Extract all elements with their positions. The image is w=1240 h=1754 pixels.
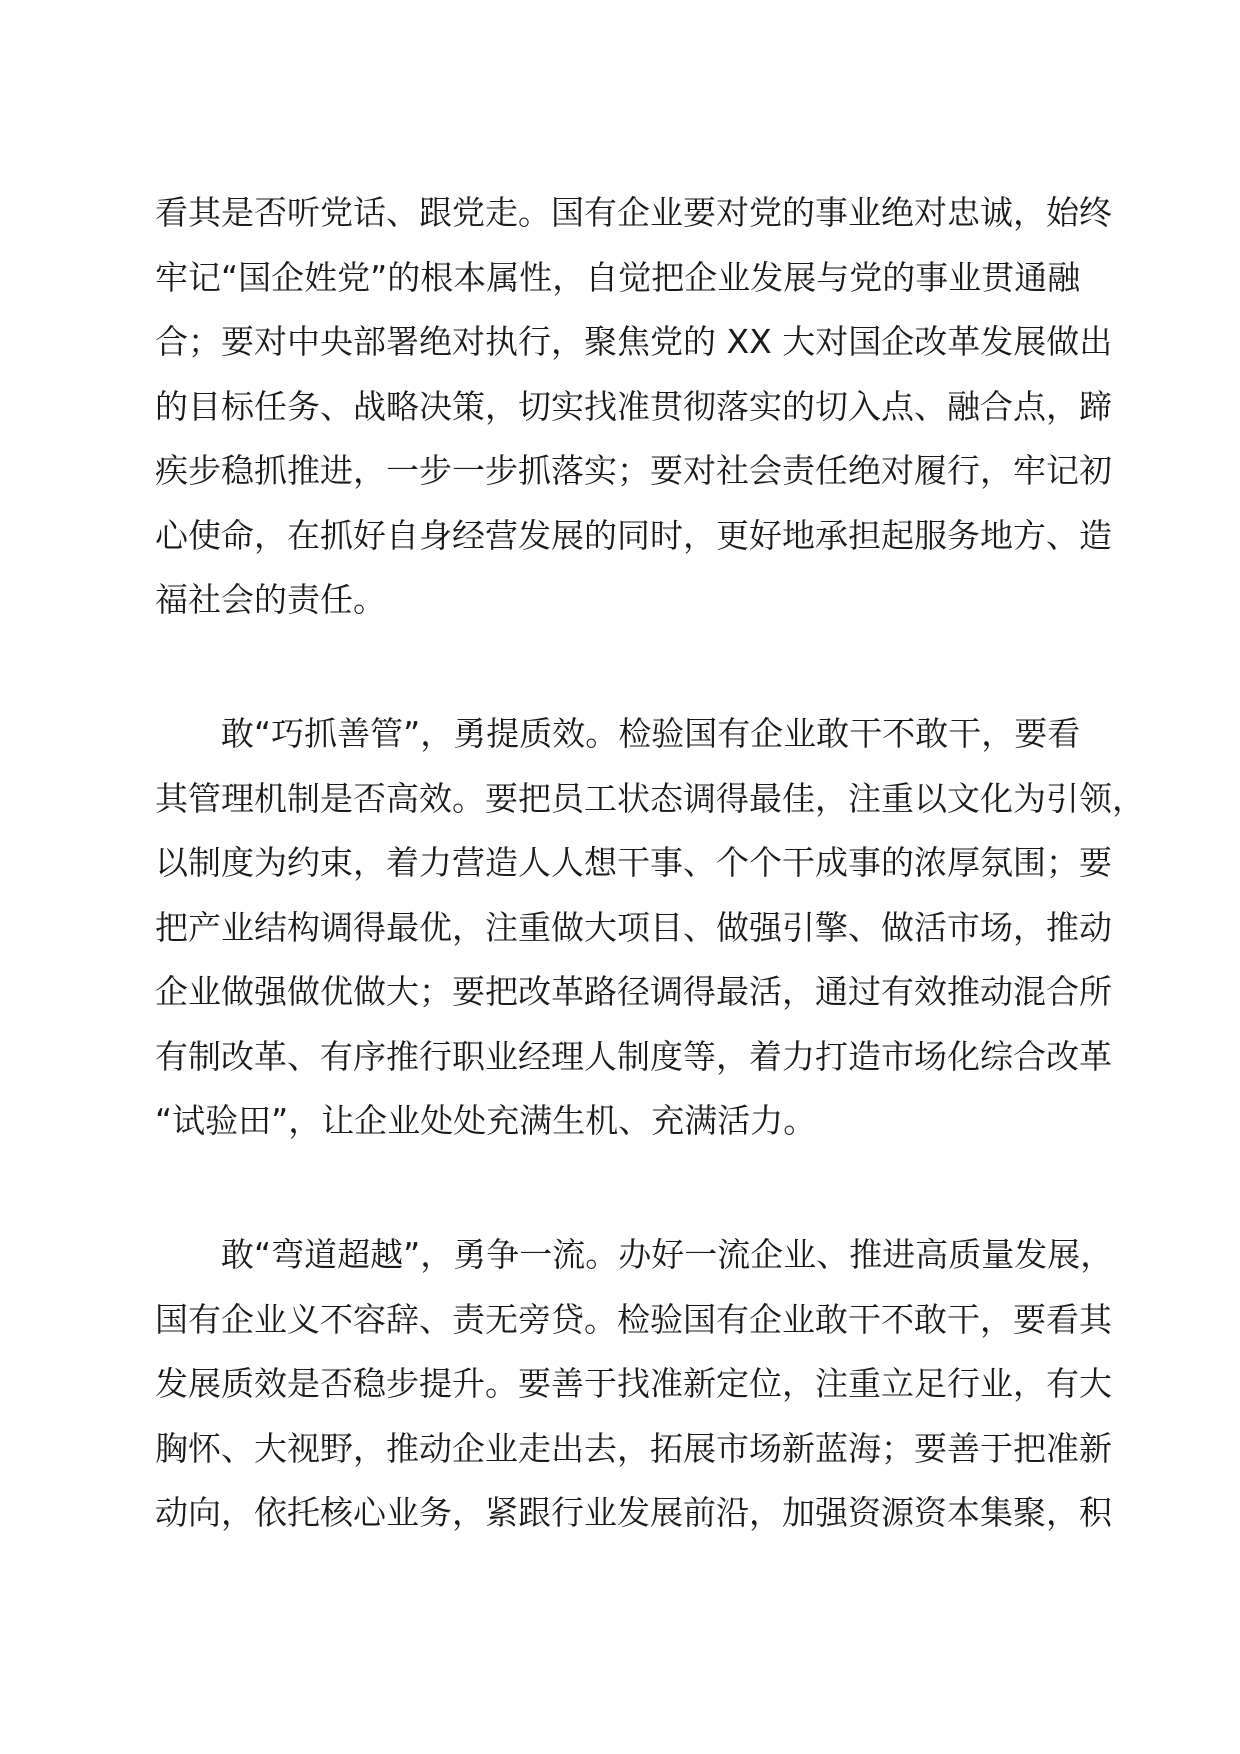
paragraph-2	[155, 702, 1145, 1154]
text-line: 福社会的责任。	[155, 580, 386, 619]
text-line: 牢记“国企姓党”的根本属性，自觉把企业发展与党的事业贯通融	[155, 257, 1081, 297]
paragraph-1	[155, 181, 1113, 633]
text-line: 胸怀、大视野，推动企业走出去，拓展市场新蓝海；要善于把准新	[155, 1428, 1112, 1468]
text-line: 疾步稳抓推进，一步一步抓落实；要对社会责任绝对履行，牢记初	[155, 451, 1112, 490]
text-line: 看其是否听党话、跟党走。国有企业要对党的事业绝对忠诚，始终	[155, 193, 1112, 232]
text-line: 发展质效是否稳步提升。要善于找准新定位，注重立足行业，有大	[155, 1364, 1112, 1403]
text-line: 其管理机制是否高效。要把员工状态调得最佳，注重以文化为引领，	[155, 778, 1145, 818]
paragraph-3	[155, 1223, 1114, 1546]
text-line: 合；要对中央部署绝对执行，聚焦党的 XX 大对国企改革发展做出	[155, 322, 1113, 361]
text-line: 把产业结构调得最优，注重做大项目、做强引擎、做活市场，推动	[155, 907, 1112, 947]
text-line: 心使命，在抓好自身经营发展的同时，更好地承担起服务地方、造	[155, 515, 1112, 555]
text-line: “试验田”，让企业处处充满生机、充满活力。	[155, 1101, 817, 1140]
text-line: 以制度为约束，着力营造人人想干事、个个干成事的浓厚氛围；要	[155, 843, 1112, 882]
text-line: 敢“弯道超越”，勇争一流。办好一流企业、推进高质量发展，	[155, 1235, 1114, 1274]
text-line: 国有企业义不容辞、责无旁贷。检验国有企业敢干不敢干，要看其	[155, 1299, 1112, 1339]
text-line: 有制改革、有序推行职业经理人制度等，着力打造市场化综合改革	[155, 1036, 1112, 1076]
text-line: 敢“巧抓善管”，勇提质效。检验国有企业敢干不敢干，要看	[155, 714, 1081, 753]
text-line: 动向，依托核心业务，紧跟行业发展前沿，加强资源资本集聚，积	[155, 1493, 1112, 1532]
text-line: 企业做强做优做大；要把改革路径调得最活，通过有效推动混合所	[155, 972, 1112, 1011]
text-line: 的目标任务、战略决策，切实找准贯彻落实的切入点、融合点，蹄	[155, 386, 1112, 426]
